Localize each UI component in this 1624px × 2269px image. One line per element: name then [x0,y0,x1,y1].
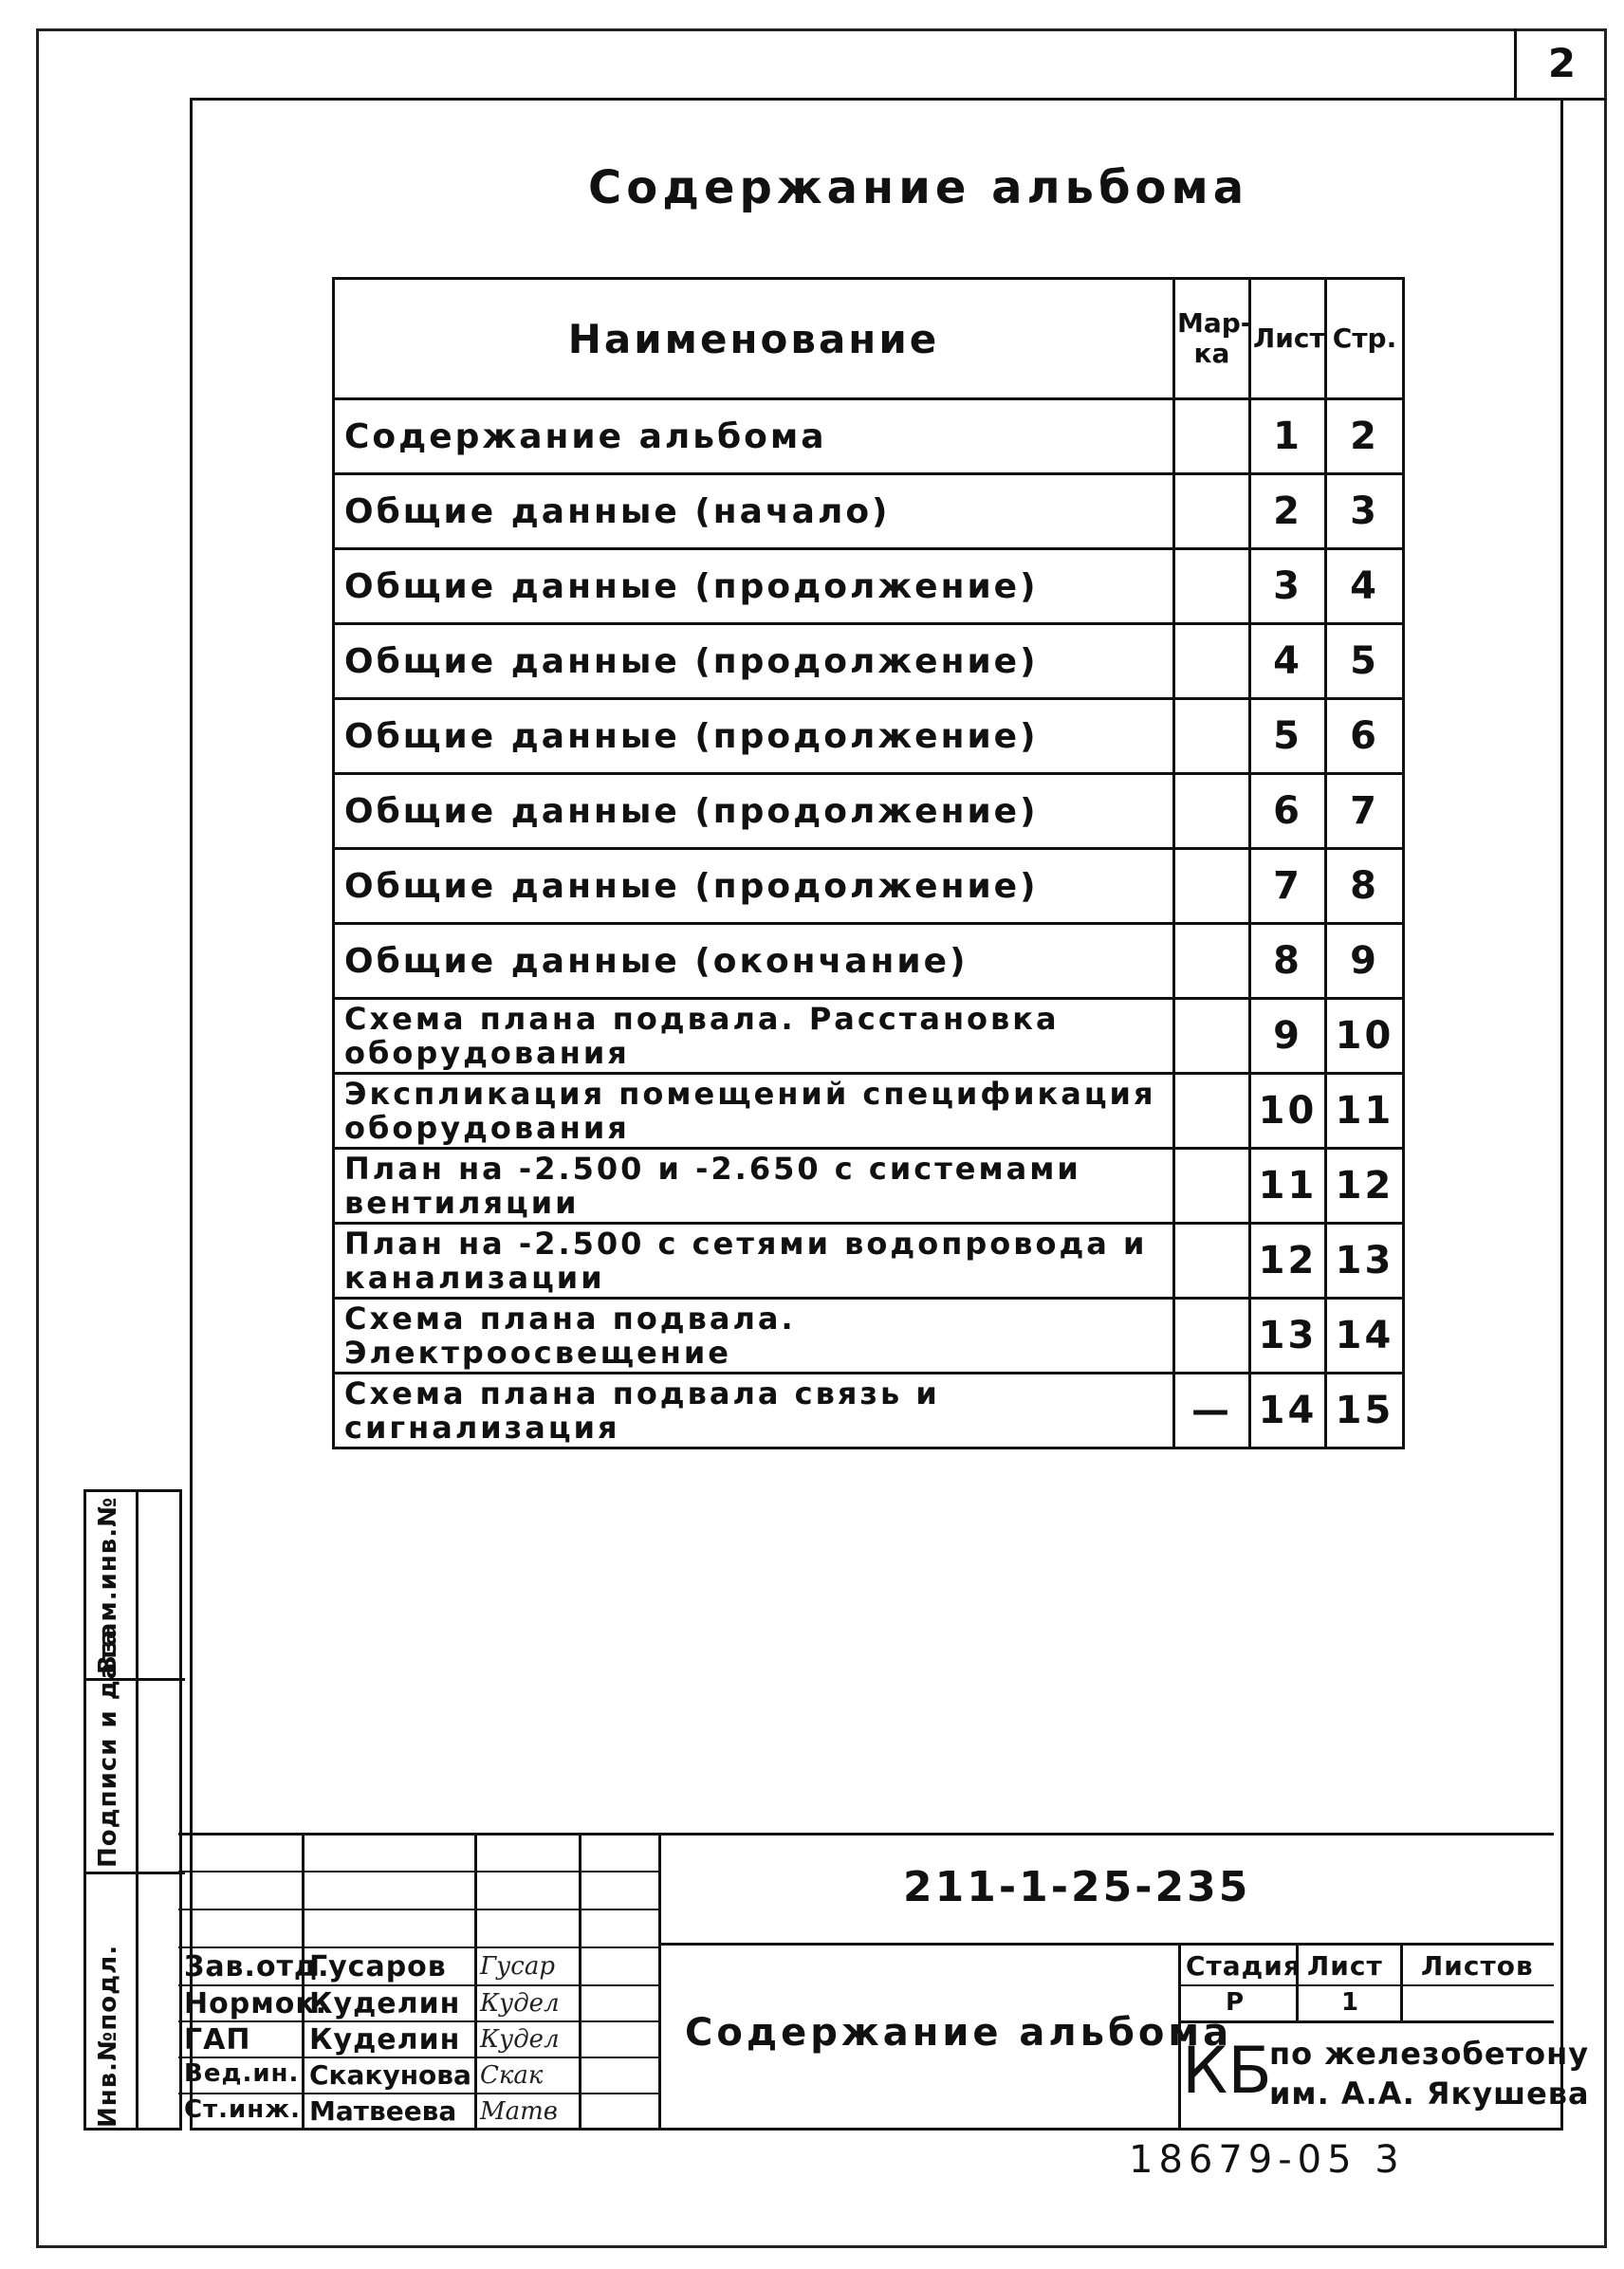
sig-mark: Матв [480,2097,558,2126]
table-row [334,1074,1404,1149]
sheet-label: Лист [1307,1950,1383,1982]
contents-table [332,277,1405,1449]
table-row [334,1224,1404,1299]
row-name: Экспликация помещений спецификация оборудования [334,1074,1174,1149]
sig-name: Куделин [309,1987,461,2020]
row-sheet: 13 [1250,1299,1326,1374]
row-page: 10 [1326,999,1404,1074]
row-name: Содержание альбома [334,399,1174,474]
table-row [334,1299,1404,1374]
tb-line [1400,1943,1403,2022]
table-row [334,399,1404,474]
tb-line [1178,1984,1554,1986]
row-name: Общие данные (продолжение) [334,699,1174,774]
side-label-inv: Инв.№подл. [94,1944,122,2128]
row-mark [1174,624,1250,699]
row-sheet: 2 [1250,474,1326,549]
table-row [334,999,1404,1074]
sig-role: Зав.отд. [184,1950,330,1983]
row-page: 5 [1326,624,1404,699]
page-title: Содержание альбома [588,161,1249,214]
row-mark: — [1174,1374,1250,1448]
row-mark [1174,1224,1250,1299]
row-page: 11 [1326,1074,1404,1149]
row-sheet: 14 [1250,1374,1326,1448]
row-mark [1174,549,1250,624]
side-stamp-divider [86,1872,185,1874]
row-sheet: 10 [1250,1074,1326,1149]
row-sheet: 6 [1250,774,1326,849]
row-page: 13 [1326,1224,1404,1299]
row-name: Общие данные (продолжение) [334,549,1174,624]
tb-line [178,2057,658,2058]
header-sheet: Лист [1250,279,1326,399]
title-block [178,1833,1590,2131]
header-mark: Мар-ка [1174,279,1250,399]
tb-line [178,2093,658,2094]
row-page: 8 [1326,849,1404,924]
sig-mark: Гусар [480,1952,556,1981]
row-name: План на -2.500 и -2.650 с системами вентиляции [334,1149,1174,1224]
row-page: 15 [1326,1374,1404,1448]
header-page: Стр. [1326,279,1404,399]
sig-mark: Скак [480,2061,544,2090]
sig-role: ГАП [184,2023,251,2057]
row-name: Схема плана подвала. Электроосвещение [334,1299,1174,1374]
table-row [334,774,1404,849]
row-mark [1174,1149,1250,1224]
org-name-line1: по железобетону [1269,2036,1590,2072]
sig-role: Нормок. [184,1987,328,2020]
row-mark [1174,849,1250,924]
sheet-value: 1 [1341,1988,1360,2017]
tb-line [579,1833,581,2131]
archive-number: 18679-05 3 [1129,2138,1405,2182]
row-name: Общие данные (продолжение) [334,774,1174,849]
side-label-replace: Взам.инв.№ [94,1496,122,1674]
corner-sheet-number: 2 [1514,28,1607,101]
row-mark [1174,1074,1250,1149]
table-row [334,699,1404,774]
sig-role: Ст.инж. [184,2095,301,2124]
sig-mark: Кудел [480,2025,560,2054]
row-name: Общие данные (продолжение) [334,849,1174,924]
tb-line [178,1871,658,1872]
table-row [334,1374,1404,1448]
header-name: Наименование [334,279,1174,399]
row-name: Общие данные (начало) [334,474,1174,549]
table-row [334,549,1404,624]
row-mark [1174,699,1250,774]
tb-line [178,2020,658,2022]
tb-line [178,1909,658,1910]
row-mark [1174,1299,1250,1374]
row-sheet: 11 [1250,1149,1326,1224]
drawing-title: Содержание альбома [685,2011,1233,2055]
row-sheet: 8 [1250,924,1326,999]
table-header-row [334,279,1404,399]
stage-label: Стадия [1186,1950,1301,1982]
stage-value: Р [1226,1988,1246,2017]
table-row [334,1149,1404,1224]
tb-line [178,1946,658,1948]
tb-line [658,1943,1554,1946]
tb-line [178,1833,1554,1835]
row-page: 4 [1326,549,1404,624]
sig-name: Матвеева [309,2095,457,2127]
row-sheet: 12 [1250,1224,1326,1299]
row-sheet: 1 [1250,399,1326,474]
sig-role: Вед.ин. [184,2059,300,2088]
row-name: План на -2.500 с сетями водопровода и канализации [334,1224,1174,1299]
org-name-line2: им. А.А. Якушева [1269,2075,1590,2112]
side-stamp [83,1489,182,2131]
row-sheet: 5 [1250,699,1326,774]
row-sheet: 9 [1250,999,1326,1074]
row-name: Схема плана подвала связь и сигнализация [334,1374,1174,1448]
row-mark [1174,924,1250,999]
row-name: Общие данные (продолжение) [334,624,1174,699]
row-mark [1174,774,1250,849]
sig-mark: Кудел [480,1989,560,2018]
tb-line [474,1833,477,2131]
row-sheet: 4 [1250,624,1326,699]
row-mark [1174,999,1250,1074]
sig-name: Скакунова [309,2059,471,2091]
row-page: 6 [1326,699,1404,774]
table-row [334,474,1404,549]
row-page: 12 [1326,1149,1404,1224]
sig-name: Гусаров [309,1950,447,1983]
table-row [334,924,1404,999]
org-abbr: КБ [1182,2034,1272,2109]
project-code: 211-1-25-235 [903,1863,1251,1911]
row-page: 7 [1326,774,1404,849]
sheets-label: Листов [1421,1950,1534,1982]
sig-name: Куделин [309,2023,461,2057]
side-stamp-divider [136,1489,138,2131]
tb-line [1178,2020,1554,2023]
row-mark [1174,399,1250,474]
row-mark [1174,474,1250,549]
tb-line [178,1984,658,1986]
row-name: Общие данные (окончание) [334,924,1174,999]
row-page: 3 [1326,474,1404,549]
side-label-sign: Подписи и дата [94,1629,122,1868]
row-name: Схема плана подвала. Расстановка оборудования [334,999,1174,1074]
tb-line [658,1833,661,2131]
row-page: 14 [1326,1299,1404,1374]
row-page: 2 [1326,399,1404,474]
row-sheet: 7 [1250,849,1326,924]
table-row [334,849,1404,924]
table-row [334,624,1404,699]
row-page: 9 [1326,924,1404,999]
row-sheet: 3 [1250,549,1326,624]
